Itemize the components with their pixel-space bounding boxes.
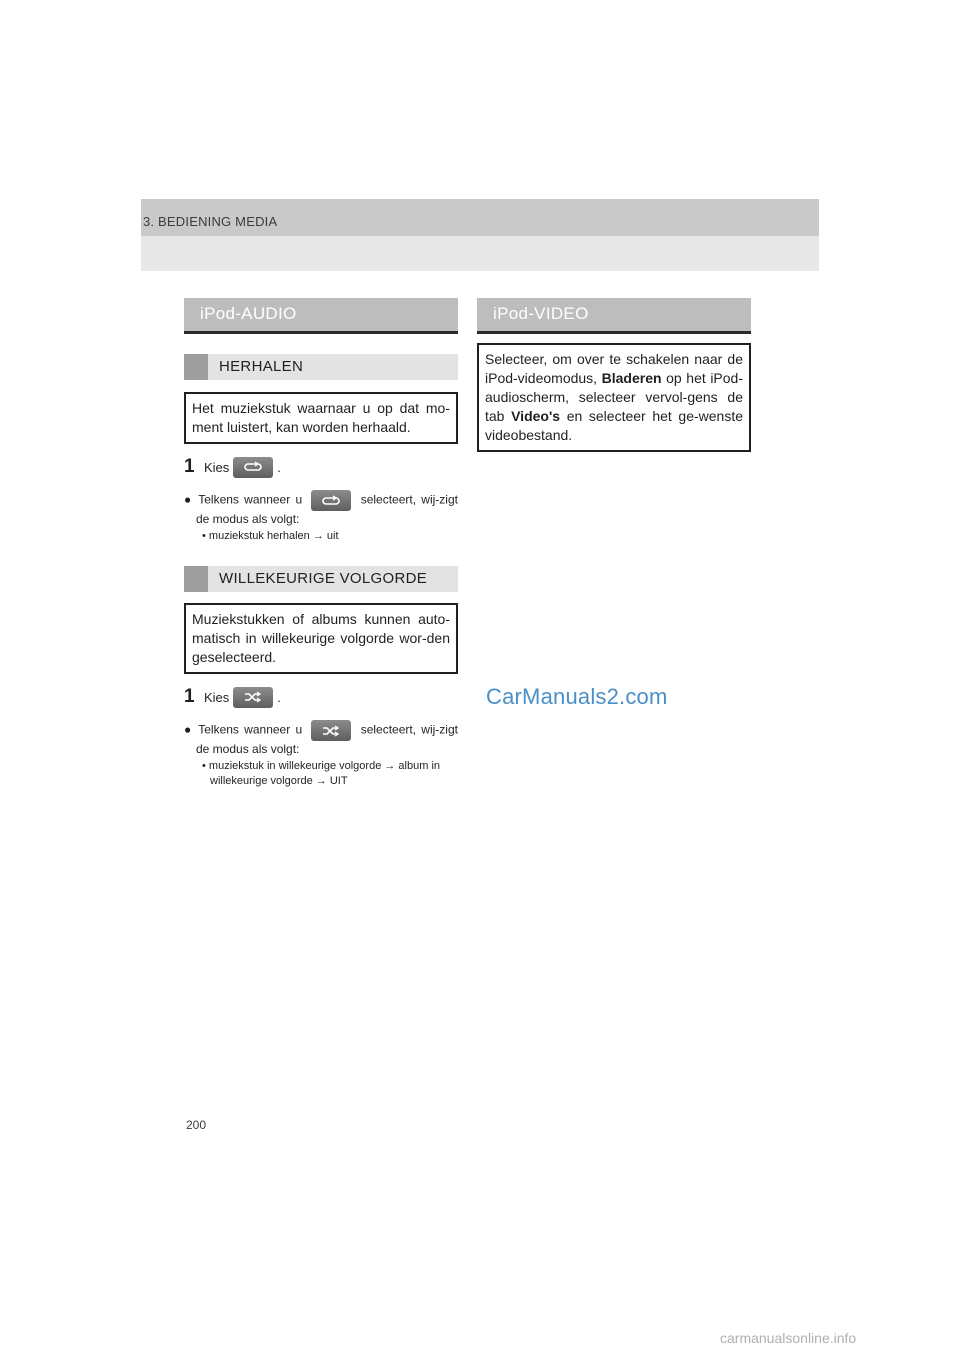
video-desc-a: Selecteer, om over te schakelen naar de iPod-videomodus,: [485, 351, 743, 386]
bullet-dot-icon: ●: [184, 492, 194, 507]
shuffle-sub-note: • muziekstuk in willekeurige volgorde → album in willekeurige volgorde → UIT: [202, 760, 441, 787]
repeat-bullet: [184, 490, 458, 528]
repeat-sub-note: • muziekstuk herhalen → uit: [202, 530, 339, 542]
repeat-description: Het muziekstuk waarnaar u op dat mo-ment luistert, kan worden herhaald.: [192, 400, 450, 435]
repeat-icon: [233, 457, 273, 478]
shuffle-icon: [233, 687, 273, 708]
repeat-step-pre: Kies: [204, 459, 230, 475]
shuffle-description: Muziekstukken of albums kunnen auto-matisch in willekeurige volgorde wor-den geselecteerd.: [192, 611, 450, 665]
repeat-step: [184, 456, 458, 478]
footer-link[interactable]: carmanualsonline.info: [720, 1330, 857, 1346]
left-column: [184, 298, 458, 789]
repeat-heading-bar: [184, 354, 458, 380]
watermark: CarManuals2.com: [486, 684, 668, 709]
header-band: [141, 199, 819, 271]
repeat-bullet-pre: Telkens wanneer u: [198, 492, 303, 507]
section-title: 3. BEDIENING MEDIA: [143, 214, 278, 229]
video-desc-videos: Video's: [511, 408, 561, 424]
shuffle-icon: [311, 720, 351, 741]
repeat-step-post: .: [277, 459, 281, 475]
video-desc-e: en selecteer het ge-wenste videobestand.: [485, 408, 743, 443]
shuffle-step-number: 1: [184, 686, 195, 707]
shuffle-step: [184, 686, 458, 708]
repeat-heading: HERHALEN: [219, 358, 304, 375]
ipod-audio-title: iPod-AUDIO: [200, 304, 297, 323]
shuffle-step-pre: Kies: [204, 689, 230, 705]
ipod-video-title: iPod-VIDEO: [493, 304, 589, 323]
repeat-step-number: 1: [184, 456, 195, 477]
video-desc-bladeren: Bladeren: [601, 370, 662, 386]
repeat-description-box: [184, 392, 458, 444]
page-number: 200: [186, 1118, 207, 1132]
shuffle-bullet-post: selecteert, wij-zigt de modus als volgt:: [196, 722, 458, 756]
shuffle-step-post: .: [277, 689, 281, 705]
shuffle-heading-bar: [184, 566, 458, 592]
shuffle-heading: WILLEKEURIGE VOLGORDE: [219, 570, 428, 587]
right-column: [477, 298, 751, 452]
shuffle-bullet-pre: Telkens wanneer u: [198, 722, 303, 737]
ipod-video-description-box: [477, 343, 751, 452]
bullet-dot-icon: ●: [184, 722, 194, 737]
repeat-icon: [311, 490, 351, 511]
shuffle-description-box: [184, 603, 458, 674]
ipod-audio-title-bar: [184, 298, 458, 334]
video-desc-c: op het iPod-audioscherm, selecteer vervol-gens de tab: [485, 370, 744, 424]
repeat-bullet-post: selecteert, wij-zigt de modus als volgt:: [196, 492, 458, 526]
ipod-video-title-bar: [477, 298, 751, 334]
shuffle-bullet: [184, 720, 458, 758]
